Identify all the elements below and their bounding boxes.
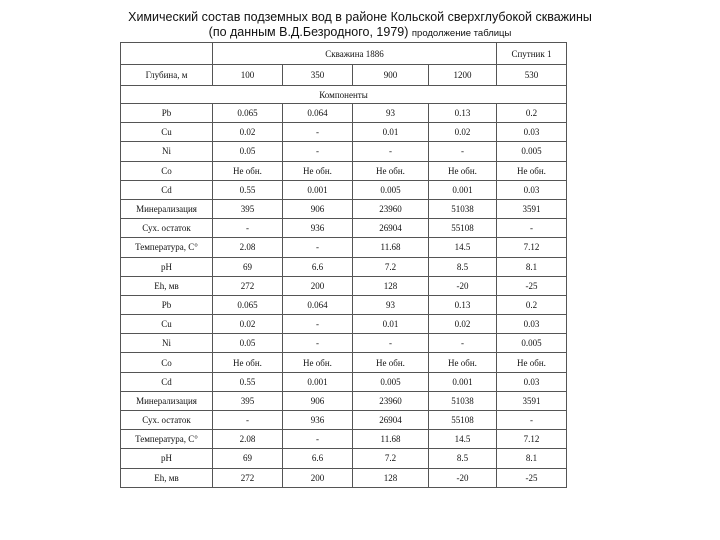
- value-cell: 0.064: [283, 295, 353, 314]
- table-row: [121, 238, 567, 257]
- satellite-header: Спутник 1: [497, 43, 567, 65]
- value-cell: -: [353, 334, 429, 353]
- component-name: Ni: [121, 334, 213, 353]
- table-row: [121, 142, 567, 161]
- value-cell: 11.68: [353, 430, 429, 449]
- table-row: [121, 219, 567, 238]
- value-cell: 0.55: [213, 180, 283, 199]
- value-cell: Не обн.: [213, 161, 283, 180]
- value-cell: 0.001: [429, 180, 497, 199]
- value-cell: 7.2: [353, 449, 429, 468]
- table-row: [121, 199, 567, 218]
- component-name: Cu: [121, 123, 213, 142]
- value-cell: -: [429, 142, 497, 161]
- component-name: Cd: [121, 180, 213, 199]
- component-name: Сух. остаток: [121, 411, 213, 430]
- value-cell: 0.03: [497, 315, 567, 334]
- value-cell: -25: [497, 468, 567, 487]
- table-row: [121, 180, 567, 199]
- table-row: [121, 334, 567, 353]
- value-cell: 8.1: [497, 257, 567, 276]
- value-cell: 0.05: [213, 334, 283, 353]
- value-cell: 14.5: [429, 238, 497, 257]
- component-name: Сух. остаток: [121, 219, 213, 238]
- table-row: [121, 315, 567, 334]
- value-cell: 906: [283, 391, 353, 410]
- value-cell: Не обн.: [497, 353, 567, 372]
- table-row: [121, 430, 567, 449]
- component-name: Eh, мв: [121, 468, 213, 487]
- value-cell: -: [497, 219, 567, 238]
- value-cell: -: [283, 142, 353, 161]
- component-name: Cu: [121, 315, 213, 334]
- value-cell: -: [283, 238, 353, 257]
- value-cell: 93: [353, 295, 429, 314]
- value-cell: -25: [497, 276, 567, 295]
- value-cell: 0.02: [429, 123, 497, 142]
- value-cell: 0.02: [429, 315, 497, 334]
- value-cell: Не обн.: [353, 161, 429, 180]
- value-cell: 69: [213, 449, 283, 468]
- depth-cell: 350: [283, 65, 353, 86]
- value-cell: 0.2: [497, 104, 567, 123]
- value-cell: 14.5: [429, 430, 497, 449]
- value-cell: Не обн.: [429, 161, 497, 180]
- value-cell: 128: [353, 468, 429, 487]
- value-cell: 0.064: [283, 104, 353, 123]
- value-cell: 0.005: [497, 334, 567, 353]
- value-cell: 23960: [353, 391, 429, 410]
- value-cell: Не обн.: [283, 161, 353, 180]
- table-row: [121, 449, 567, 468]
- table-row: [121, 161, 567, 180]
- value-cell: 69: [213, 257, 283, 276]
- value-cell: 0.03: [497, 372, 567, 391]
- value-cell: 0.001: [283, 180, 353, 199]
- continuation-note: продолжение таблицы: [411, 28, 512, 39]
- value-cell: 0.01: [353, 315, 429, 334]
- value-cell: 0.2: [497, 295, 567, 314]
- value-cell: 93: [353, 104, 429, 123]
- component-name: Pb: [121, 104, 213, 123]
- value-cell: 906: [283, 199, 353, 218]
- value-cell: 8.5: [429, 257, 497, 276]
- component-name: Температура, С°: [121, 238, 213, 257]
- value-cell: 128: [353, 276, 429, 295]
- value-cell: -: [497, 411, 567, 430]
- value-cell: 3591: [497, 199, 567, 218]
- value-cell: Не обн.: [283, 353, 353, 372]
- components-label: Компоненты: [121, 86, 567, 104]
- value-cell: 936: [283, 411, 353, 430]
- value-cell: 0.01: [353, 123, 429, 142]
- value-cell: 7.12: [497, 238, 567, 257]
- component-name: pH: [121, 257, 213, 276]
- value-cell: 3591: [497, 391, 567, 410]
- component-name: Co: [121, 161, 213, 180]
- depth-label: Глубина, м: [121, 65, 213, 86]
- value-cell: 2.08: [213, 238, 283, 257]
- title-line-2: [0, 25, 720, 41]
- table-row: [121, 353, 567, 372]
- table-row: [121, 295, 567, 314]
- value-cell: 0.001: [429, 372, 497, 391]
- value-cell: 936: [283, 219, 353, 238]
- value-cell: -: [283, 334, 353, 353]
- value-cell: 7.12: [497, 430, 567, 449]
- header-empty-cell: [121, 43, 213, 65]
- value-cell: 200: [283, 276, 353, 295]
- table-row: [121, 257, 567, 276]
- value-cell: 8.1: [497, 449, 567, 468]
- value-cell: 26904: [353, 219, 429, 238]
- value-cell: -: [213, 219, 283, 238]
- value-cell: 0.005: [353, 372, 429, 391]
- value-cell: 0.02: [213, 123, 283, 142]
- component-name: Ni: [121, 142, 213, 161]
- value-cell: 0.005: [353, 180, 429, 199]
- value-cell: 8.5: [429, 449, 497, 468]
- value-cell: 51038: [429, 391, 497, 410]
- value-cell: -20: [429, 276, 497, 295]
- value-cell: 0.001: [283, 372, 353, 391]
- document-title: [0, 10, 720, 41]
- component-name: Pb: [121, 295, 213, 314]
- chemistry-table: [120, 42, 567, 488]
- value-cell: -20: [429, 468, 497, 487]
- value-cell: 0.13: [429, 295, 497, 314]
- table-row: [121, 123, 567, 142]
- value-cell: Не обн.: [213, 353, 283, 372]
- value-cell: 2.08: [213, 430, 283, 449]
- value-cell: -: [213, 411, 283, 430]
- table-row: [121, 391, 567, 410]
- header-row-components: [121, 86, 567, 104]
- value-cell: 0.065: [213, 104, 283, 123]
- header-row-depth: [121, 65, 567, 86]
- value-cell: 7.2: [353, 257, 429, 276]
- value-cell: 395: [213, 391, 283, 410]
- value-cell: 272: [213, 276, 283, 295]
- value-cell: -: [429, 334, 497, 353]
- value-cell: 11.68: [353, 238, 429, 257]
- value-cell: 395: [213, 199, 283, 218]
- value-cell: 55108: [429, 219, 497, 238]
- table-body: [121, 43, 567, 488]
- title-line-1: Химический состав подземных вод в районе Кольской сверхглубокой скважины: [128, 10, 592, 24]
- depth-cell: 530: [497, 65, 567, 86]
- value-cell: -: [283, 315, 353, 334]
- component-name: Минерализация: [121, 391, 213, 410]
- value-cell: 0.03: [497, 123, 567, 142]
- value-cell: 0.13: [429, 104, 497, 123]
- value-cell: 6.6: [283, 257, 353, 276]
- component-name: Co: [121, 353, 213, 372]
- value-cell: Не обн.: [497, 161, 567, 180]
- value-cell: 272: [213, 468, 283, 487]
- value-cell: 0.065: [213, 295, 283, 314]
- depth-cell: 900: [353, 65, 429, 86]
- value-cell: Не обн.: [429, 353, 497, 372]
- value-cell: 51038: [429, 199, 497, 218]
- depth-cell: 1200: [429, 65, 497, 86]
- component-name: Eh, мв: [121, 276, 213, 295]
- component-name: Минерализация: [121, 199, 213, 218]
- value-cell: Не обн.: [353, 353, 429, 372]
- header-row-wells: [121, 43, 567, 65]
- value-cell: 200: [283, 468, 353, 487]
- value-cell: -: [283, 430, 353, 449]
- value-cell: -: [283, 123, 353, 142]
- value-cell: 0.005: [497, 142, 567, 161]
- value-cell: 0.03: [497, 180, 567, 199]
- table-row: [121, 104, 567, 123]
- value-cell: 0.02: [213, 315, 283, 334]
- title-source: (по данным В.Д.Безродного, 1979): [208, 25, 409, 39]
- depth-cell: 100: [213, 65, 283, 86]
- value-cell: 0.55: [213, 372, 283, 391]
- value-cell: 23960: [353, 199, 429, 218]
- component-name: pH: [121, 449, 213, 468]
- value-cell: -: [353, 142, 429, 161]
- table-row: [121, 372, 567, 391]
- value-cell: 55108: [429, 411, 497, 430]
- table-row: [121, 276, 567, 295]
- table-row: [121, 468, 567, 487]
- value-cell: 26904: [353, 411, 429, 430]
- well-header: Скважина 1886: [213, 43, 497, 65]
- component-name: Cd: [121, 372, 213, 391]
- value-cell: 6.6: [283, 449, 353, 468]
- table-row: [121, 411, 567, 430]
- component-name: Температура, С°: [121, 430, 213, 449]
- value-cell: 0.05: [213, 142, 283, 161]
